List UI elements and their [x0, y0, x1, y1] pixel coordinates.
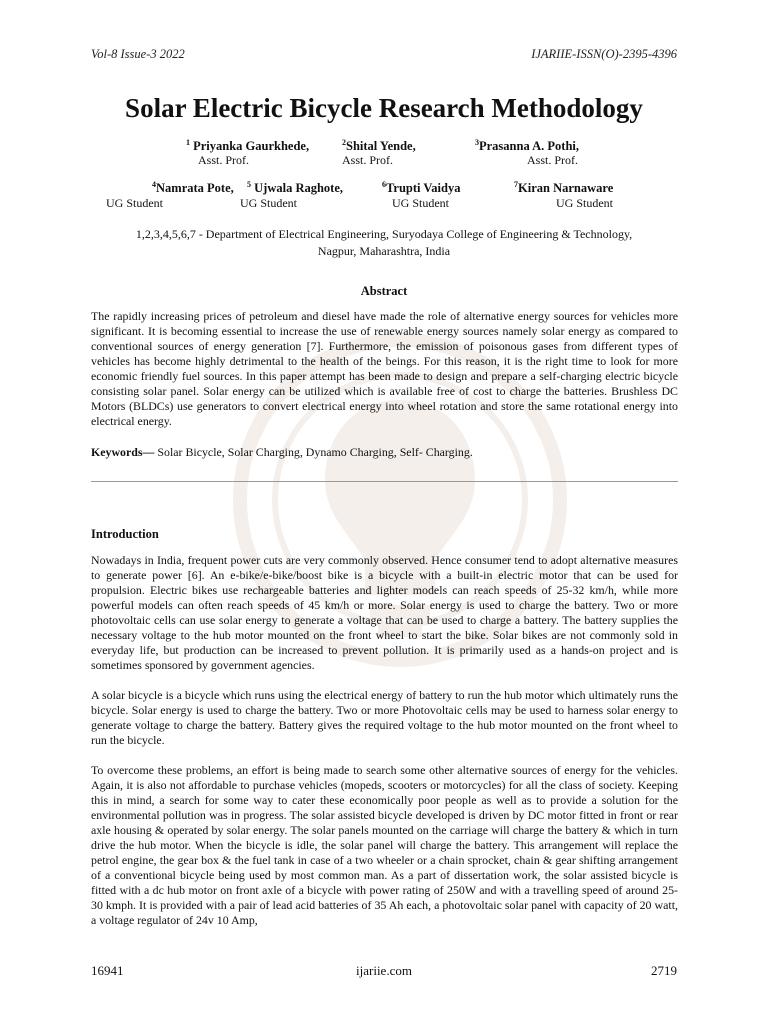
- author-3-role: Asst. Prof.: [527, 153, 579, 167]
- footer-page-number: 2719: [651, 963, 677, 978]
- affiliation-line-1: 1,2,3,4,5,6,7 - Department of Electrical Engineering, Suryodaya College of Engineering & Technology,: [135, 227, 633, 241]
- author-5-role: UG Student: [240, 196, 297, 210]
- running-header-volume: Vol-8 Issue-3 2022: [91, 47, 185, 61]
- author-1: $^1$ Priyanka Gaurkhede,: [186, 138, 310, 154]
- author-5: $^5$ Ujwala Raghote,: [247, 180, 344, 196]
- affiliation-line-2: Nagpur, Maharashtra, India: [317, 244, 451, 258]
- introduction-heading: Introduction: [91, 527, 159, 541]
- author-7-role: UG Student: [556, 196, 613, 210]
- intro-paragraph-3: To overcome these problems, an effort is being made to search some other alternative sources of energy for the vehicles. Again, it is also not affordable to purchase vehicles (mopeds, scooters or motorcycles) for all the class of society. Keeping this in mind, a search for some way to cater these economically poor people as well as to provide a solution for the environmental pollution was in progress. The solar assisted bicycle developed is driven by DC motor fitted in front or rear axle housing & operated by solar energy. The solar panels mounted on the carriage will charge the battery & which in turn drive the hub motor. When the bicycle is idle, the solar panel will charge the battery. This arrangement will replace the petrol engine, the gear box & the fuel tank in case of a two wheeler or a chain sprocket, chain & gear shifting arrangement of a conventional bicycle being used by most common man. As a part of dissertation work, the solar assisted bicycle is fitted with a dc hub motor on front axle of a bicycle with power rating of 250W and with a travelling speed of around 25-30 kmph. It is provided with a pair of lead acid batteries of 35 Ah each, a photovoltaic solar panel with capacity of 20 watt, a voltage regulator of 24v 10 Amp,: [91, 763, 678, 927]
- intro-paragraph-2: A solar bicycle is a bicycle which runs using the electrical energy of battery to run the hub motor which ultimately runs the bicycle. Solar energy is used to charge the battery. Two or more Photovoltaic cells may be used to harness solar energy to generate voltage to charge the battery. Battery gives the required voltage to the hub motor mounted on the front wheel to run the bicycle.: [91, 688, 678, 747]
- author-6-role: UG Student: [392, 196, 449, 210]
- affiliation: [91, 226, 677, 260]
- abstract-text: The rapidly increasing prices of petroleum and diesel have made the role of alternative energy sources for vehicles more significant. It is becoming essential to increase the use of renewable energy sources namely solar energy as compared to conventional sources of energy generation [7]. Furthermore, the emission of poisonous gases from different types of vehicles has become highly detrimental to the health of the beings. For this reason, it is the right time to look for more economic friendly fuel sources. In this paper attempt has been made to design and prepare a self-charging electric bicycle consisting solar panel. Solar energy can be utilized which is available free of cost to charge the batteries. Brushless DC Motors (BLDCs) use generators to convert electrical energy into wheel rotation and store the same rotational energy into electrical energy.: [91, 309, 678, 428]
- author-2: $^2$Shital Yende,: [342, 138, 416, 154]
- author-7: $^7$Kiran Narnaware: [514, 180, 614, 196]
- keywords: [91, 445, 473, 460]
- section-divider: [91, 481, 678, 482]
- author-3: $^3$Prasanna A. Pothi,: [475, 138, 580, 154]
- paper-title: Solar Electric Bicycle Research Methodology: [125, 93, 643, 123]
- intro-paragraph-1: Nowadays in India, frequent power cuts are very commonly observed. Hence consumer tend to adopt alternative measures to generate power [6]. An e-bike/e-bike/boost bike is a bicycle with a built-in electric motor that can be used for propulsion. Electric bikes use rechargeable batteries and lighter models can reach speeds of 25-32 km/h, while more powerful models can often reach speeds of 45 km/h or more. Solar energy is used to charge the battery. Two or more photovoltaic cells can use solar energy to generate a voltage that can be used to charge a battery. The battery supplies the necessary voltage to the hub motor mounted on the front wheel to start the bike. Solar bikes are not commonly sold in everyday life, but production can be increased to prevent pollution. It is primarily used as a hands-on project and is sometimes sponsored by government agencies.: [91, 553, 678, 672]
- author-1-role: Asst. Prof.: [198, 153, 250, 167]
- author-4-role: UG Student: [106, 196, 163, 210]
- author-6: $^6$Trupti Vaidya: [382, 180, 461, 196]
- footer-paper-id: 16941: [91, 963, 124, 978]
- footer-website: ijariie.com: [356, 963, 412, 978]
- keywords-label: Keywords—: [91, 445, 155, 459]
- abstract-heading: Abstract: [360, 284, 408, 298]
- keywords-text: Solar Bicycle, Solar Charging, Dynamo Charging, Self- Charging.: [154, 445, 473, 459]
- author-4: $^4$Namrata Pote,: [152, 180, 234, 196]
- author-2-role: Asst. Prof.: [342, 153, 394, 167]
- running-header-issn: IJARIIE-ISSN(O)-2395-4396: [531, 47, 677, 61]
